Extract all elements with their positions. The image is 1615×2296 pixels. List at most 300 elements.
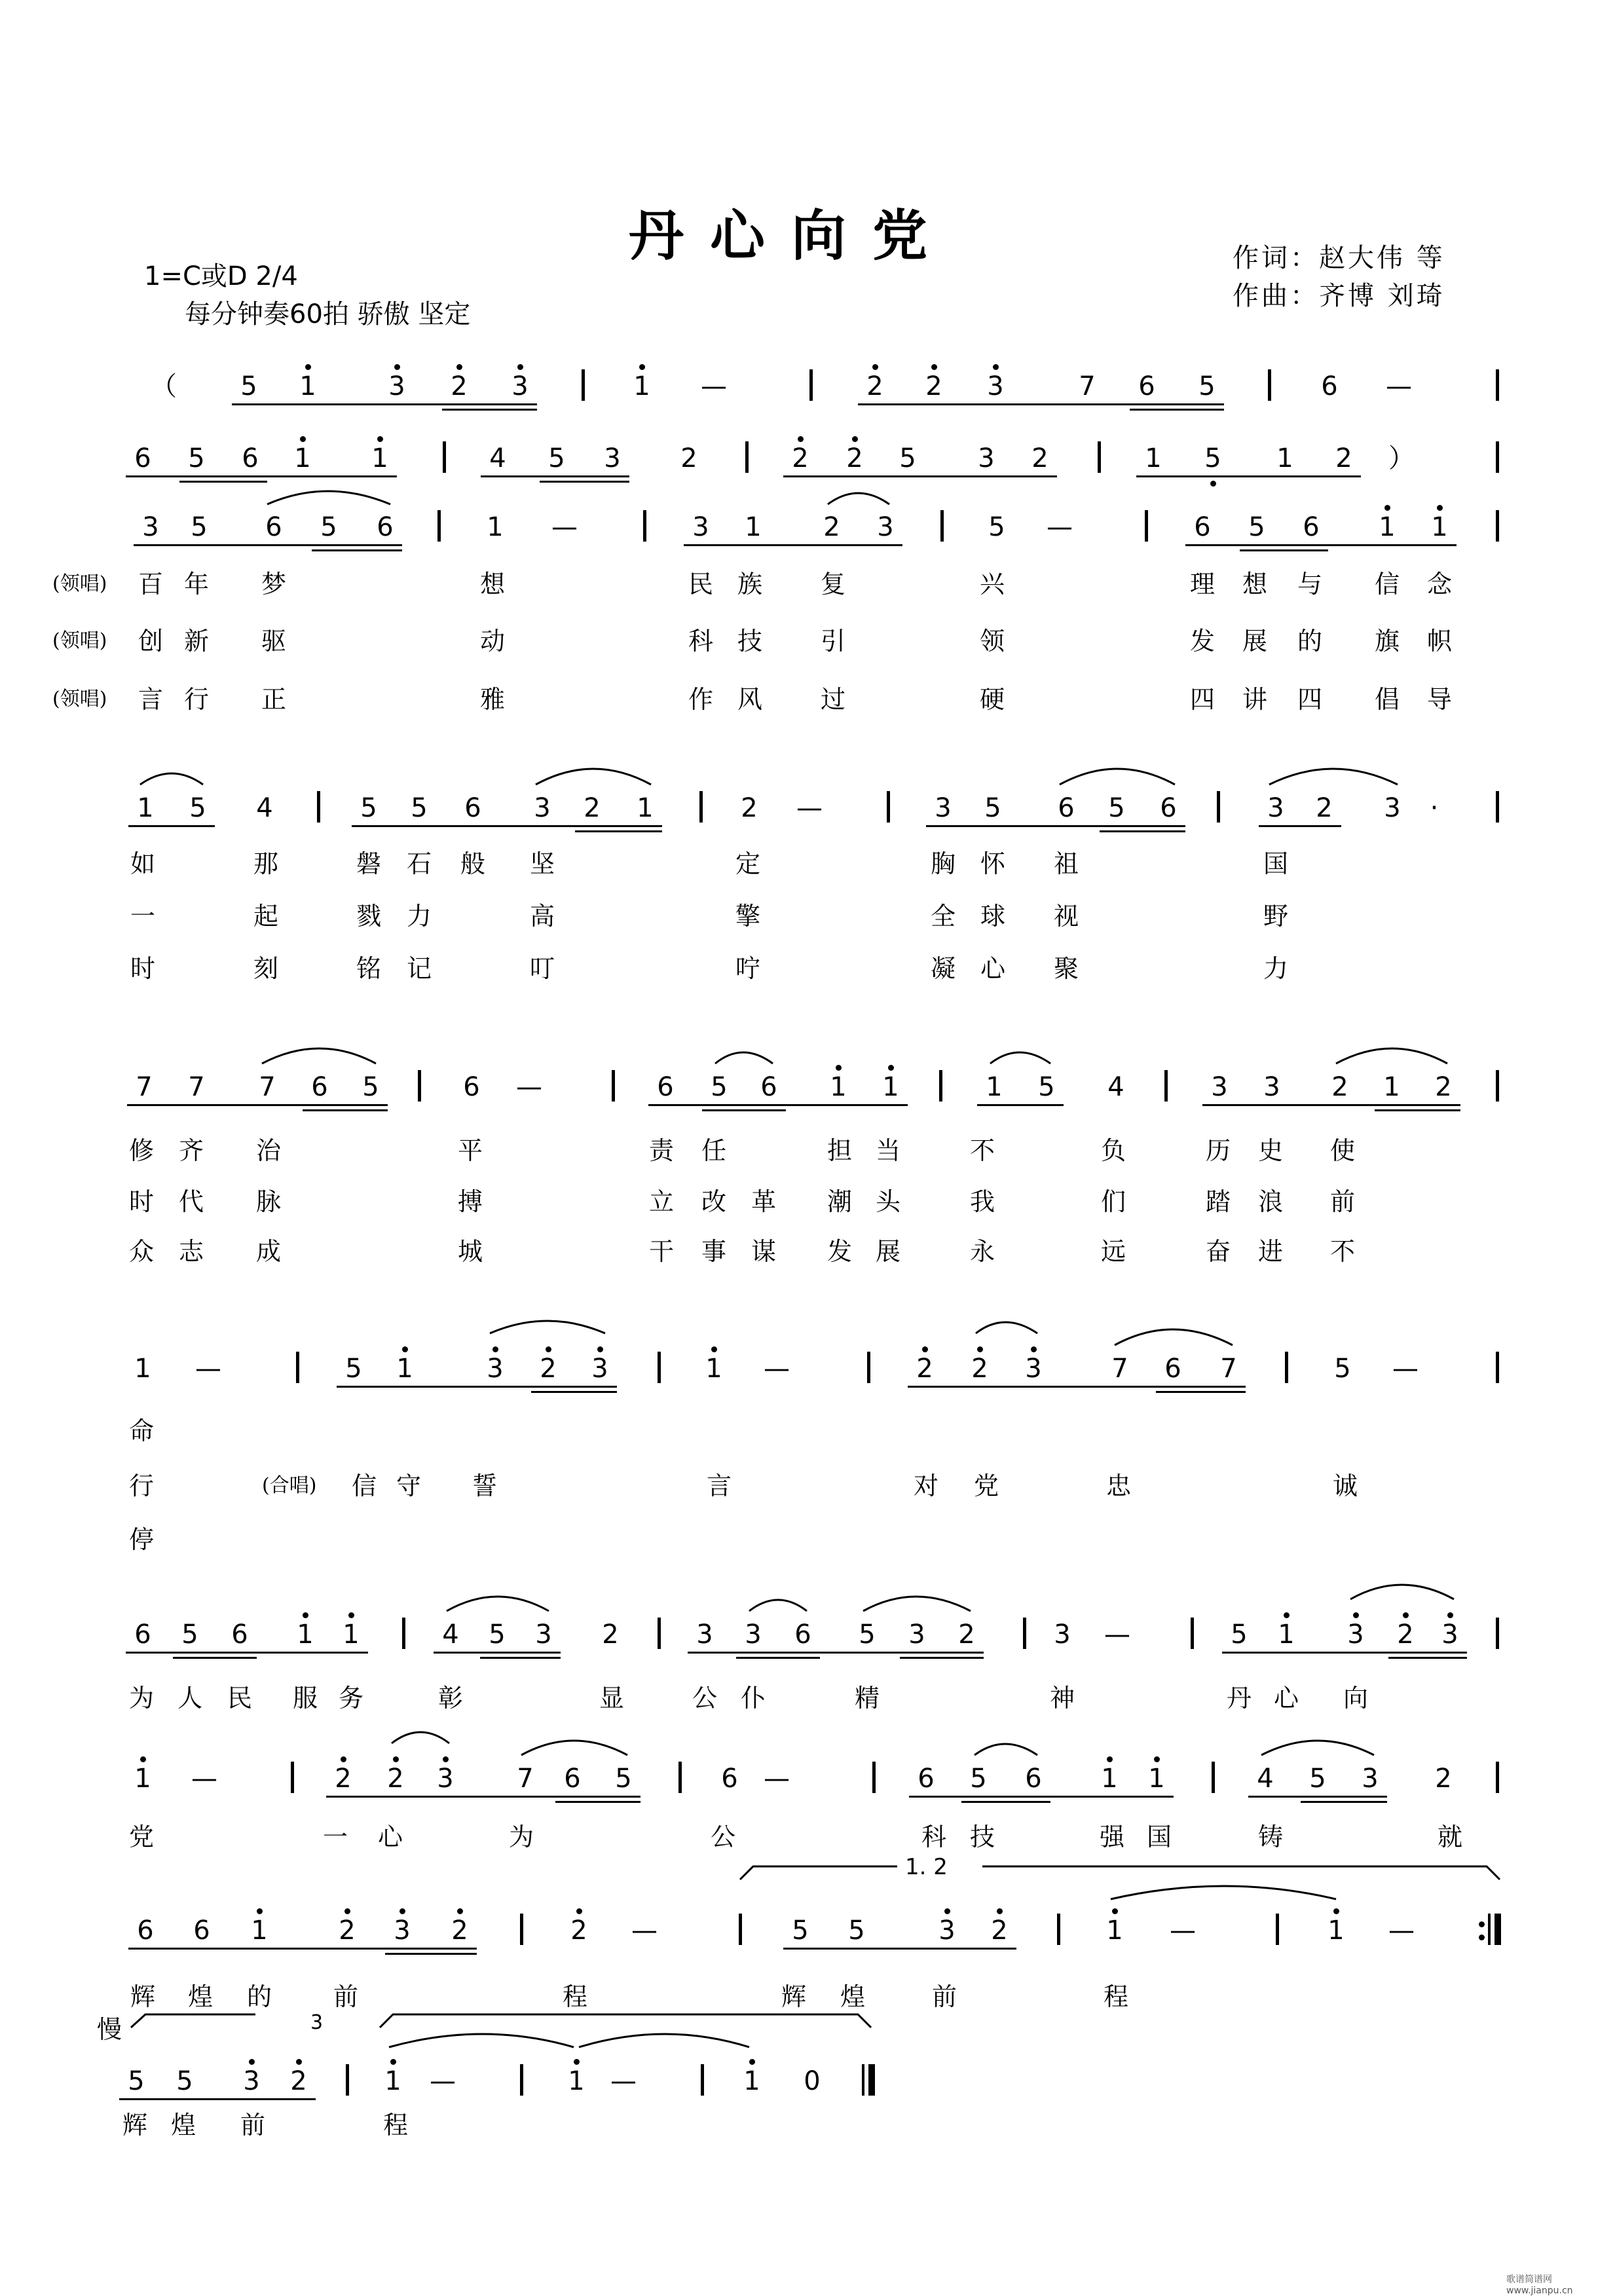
barline [658,1352,661,1383]
lyric-char: 公 [692,1684,718,1713]
barline [1098,441,1101,473]
octave-dot-above [443,1756,449,1762]
octave-dot-above [546,1346,551,1352]
note: 3 [908,1620,925,1650]
note: 1 [137,793,154,823]
lyric-char: 为 [509,1823,534,1851]
octave-dot-above [303,1612,308,1618]
eighth-beam [352,825,662,827]
note: 5 [615,1764,632,1794]
lyric-char: 辉 [130,1982,156,2011]
lyric-char: 行 [129,1472,155,1500]
barline [1496,1070,1499,1102]
lyric-char: 般 [460,849,486,878]
lyric-char: 发 [827,1237,853,1266]
lyric-char: 咛 [735,954,761,983]
note: 1 [1379,512,1396,542]
site-watermark: 歌谱简谱网 www.jianpu.cn [1506,2274,1573,2296]
lyric-char: 叮 [530,954,555,983]
lyric-char: 想 [480,570,506,599]
final-barline [862,2064,864,2096]
lyric-char: 程 [563,1982,588,2011]
lyric-char: 不 [970,1136,995,1165]
dash: — [1392,1354,1419,1384]
lead-vocal-tag: (领唱) [52,572,107,595]
barline [701,2064,704,2096]
slur [1336,1048,1447,1064]
note: 3 [1263,1072,1280,1102]
dash: — [610,2066,637,2096]
lyric-char: 刻 [253,954,279,983]
dash: — [1047,512,1073,542]
barline [1496,791,1499,823]
note: 3 [696,1620,713,1650]
sixteenth-beam [961,1801,1050,1803]
lyric-char: 治 [256,1136,282,1165]
note: 5 [345,1354,362,1384]
eighth-beam [908,1386,1246,1388]
lyric-char: 科 [688,627,714,656]
note: 4 [442,1620,459,1650]
note: 1 [297,1620,314,1650]
slur [1261,1741,1374,1755]
lyric-char: 脉 [256,1187,282,1216]
note: 1 [1327,1916,1345,1946]
octave-dot-above [305,364,311,370]
octave-dot-above [394,364,400,370]
note: 6 [657,1072,674,1102]
lyric-char: 代 [179,1187,204,1216]
note: 1 [1276,443,1293,473]
barline [678,1762,682,1793]
sixteenth-beam [575,830,662,832]
octave-dot-above [344,1908,350,1914]
sixteenth-beam [702,1109,786,1111]
lyric-char: 前 [333,1982,359,2011]
note: 5 [188,443,205,473]
dash: — [764,1764,790,1794]
octave-dot-above [852,436,858,442]
eighth-beam [127,1104,388,1106]
note: 2 [1397,1620,1414,1650]
slow-bracket [131,2014,255,2028]
eighth-beam [688,1652,984,1654]
octave-dot-above [1403,1612,1409,1618]
lyric-char: 一 [323,1823,348,1851]
lyric-char: 铭 [356,954,382,983]
lyric-char: 科 [921,1823,947,1851]
eighth-beam [1248,1796,1387,1798]
lyric-char: 众 [129,1237,155,1266]
barline [1191,1618,1194,1649]
lyric-char: 诚 [1333,1472,1358,1500]
lyric-char: 一 [130,902,156,931]
lyric-char: 神 [1050,1684,1075,1713]
eighth-beam [783,475,1057,477]
lyric-char: 显 [599,1684,625,1713]
lyric-char: 潮 [827,1187,853,1216]
note: 1 [1145,443,1162,473]
eighth-beam [481,475,629,477]
octave-dot-above [1384,505,1390,511]
slur [267,491,390,504]
lyric-char: 祖 [1054,849,1079,878]
lyric-char: 程 [1104,1982,1129,2011]
note: 2 [1435,1764,1452,1794]
octave-dot-above [574,2059,580,2065]
barline [1496,1762,1499,1793]
note: 7 [1220,1354,1237,1384]
octave-dot-above [402,1346,408,1352]
lyric-char: 使 [1330,1136,1356,1165]
note: 2 [290,2066,307,2096]
note: 7 [259,1072,276,1102]
dash: — [764,1354,790,1384]
eighth-beam [1259,825,1341,827]
note: 3 [987,371,1004,401]
note: 4 [489,443,506,473]
barline [1164,1070,1168,1102]
lyric-char: 擎 [735,902,761,931]
note: 2 [335,1764,352,1794]
lyric-char: 石 [407,849,432,878]
octave-dot-above [749,2059,755,2065]
lyric-char: 风 [737,685,763,714]
note: 5 [128,2066,145,2096]
note: 5 [548,443,565,473]
tie [389,2034,574,2047]
octave-dot-above [1447,1612,1453,1618]
lyric-char: 守 [396,1472,422,1500]
note: 3 [243,2066,260,2096]
barline [1276,1914,1279,1945]
note: 1 [743,2066,760,2096]
octave-dot-above [993,364,999,370]
dash: — [516,1072,542,1102]
lyric-char: 辉 [781,1982,807,2011]
note: 7 [136,1072,153,1102]
note: 3 [142,512,159,542]
barline [867,1352,870,1383]
note: 5 [489,1620,506,1650]
dash: — [195,1354,221,1384]
octave-dot-above [798,436,804,442]
note: 6 [134,1620,151,1650]
lyric-char: 干 [649,1237,675,1266]
lyric-char: 搏 [458,1187,483,1216]
barline [940,510,944,542]
lyric-char: 煌 [171,2111,196,2139]
sixteenth-beam [540,481,629,483]
sixteenth-beam [173,1657,257,1659]
dash: — [796,793,823,823]
octave-dot-above [944,1908,950,1914]
lyric-char: 民 [227,1684,253,1713]
eighth-beam [126,475,397,477]
lyric-char: 视 [1054,902,1079,931]
barline [1057,1914,1060,1945]
lyric-char: 浪 [1258,1187,1284,1216]
lyric-char: 球 [980,902,1006,931]
lyric-char: 事 [701,1237,727,1266]
lyric-char: 改 [701,1187,727,1216]
lyric-char: 公 [711,1823,736,1851]
note: 5 [240,371,257,401]
note: 6 [1138,371,1155,401]
note: （ [151,371,177,401]
note: 5 [181,1620,198,1650]
note: 2 [680,443,697,473]
note: · [1430,793,1439,823]
note: 5 [988,512,1005,542]
lyric-char: 誓 [472,1472,498,1500]
lyric-char: 驱 [261,627,287,656]
octave-dot-above [1154,1756,1160,1762]
octave-dot-above [576,1908,582,1914]
slur [863,1597,971,1611]
note: 1 [1431,512,1448,542]
slur [536,769,651,785]
note: 2 [1331,1072,1348,1102]
lyric-char: 程 [383,2111,409,2139]
note: 4 [1257,1764,1274,1794]
octave-dot-above [639,364,645,370]
note: 3 [1384,793,1401,823]
lyric-char: 胸 [931,849,956,878]
octave-dot-above [1353,1612,1359,1618]
lyric-char: 硬 [980,685,1005,714]
note: 1 [1101,1764,1118,1794]
lyric-char: 全 [931,902,956,931]
note: 3 [938,1916,956,1946]
octave-dot-above [457,1908,463,1914]
octave-dot-above [597,1346,603,1352]
note: 6 [311,1072,328,1102]
slur [447,1597,549,1611]
dash: — [1388,1916,1415,1946]
lyric-char: 复 [821,570,846,599]
lyric-char: 时 [129,1187,155,1216]
lyricist-credit: 作词：赵大伟 等 [1233,243,1445,273]
note: 6 [377,512,394,542]
note: 6 [1194,512,1211,542]
lyric-char: 头 [876,1187,901,1216]
barline [1212,1762,1215,1793]
barline [346,2064,349,2096]
tie [579,2034,749,2047]
note: 1 [251,1916,268,1946]
sixteenth-beam [385,1953,477,1955]
note: 5 [1108,793,1125,823]
lyric-char: 言 [138,685,164,714]
octave-dot-above [1112,1908,1118,1914]
octave-dot-below [1210,481,1216,487]
note: 0 [804,2066,821,2096]
note: 1 [294,443,311,473]
note: 2 [540,1354,557,1384]
lyric-char: 讲 [1242,685,1268,714]
note: 3 [1025,1354,1042,1384]
note: 6 [464,793,481,823]
lyric-char: 信 [1375,570,1400,599]
lyric-char: 志 [179,1237,204,1266]
repeat-barline-thick [1494,1914,1501,1945]
repeat-dot [1479,1935,1485,1940]
note: 6 [794,1620,811,1650]
note: 1 [830,1072,847,1102]
lyric-char: 戮 [356,902,382,931]
lyric-char: 言 [707,1472,732,1500]
note: 5 [1309,1764,1326,1794]
lyric-char: 踏 [1206,1187,1231,1216]
octave-dot-above [872,364,878,370]
note: 6 [463,1072,480,1102]
lyric-char: 那 [253,849,279,878]
lyric-char: 展 [1242,627,1268,656]
lyric-char: 进 [1258,1237,1284,1266]
note: 5 [711,1072,728,1102]
note: 2 [925,371,942,401]
note: 1 [986,1072,1003,1102]
lyric-char: 引 [821,627,846,656]
lyric-char: 向 [1343,1684,1369,1713]
lyric-char: 力 [1263,954,1289,983]
note: 1 [396,1354,413,1384]
note: 5 [1198,371,1216,401]
note: 3 [388,371,405,401]
note: 2 [451,371,468,401]
dash: — [551,512,578,542]
lyric-char: 时 [130,954,156,983]
lyric-char: 坚 [530,849,555,878]
note: 5 [176,2066,193,2096]
note: 3 [978,443,995,473]
sixteenth-beam [736,1657,820,1659]
dash: — [701,371,727,401]
lyric-char: 技 [737,627,763,656]
dash: — [1104,1620,1130,1650]
note: 1 [299,371,316,401]
lyric-char: 梦 [261,570,287,599]
sixteenth-beam [900,1657,984,1659]
barline [296,1352,299,1383]
lyric-char: 铸 [1258,1823,1284,1851]
note: 6 [721,1764,738,1794]
note: 2 [1435,1072,1452,1102]
lyric-char: 们 [1101,1187,1126,1216]
lyric-char: 人 [177,1684,203,1713]
lyric-char: 丹 [1227,1684,1252,1713]
key-time-signature: 1=C或D 2/4 [144,261,298,291]
lyric-char: 不 [1330,1237,1356,1266]
barline [1285,1352,1288,1383]
lyric-char: 党 [129,1823,155,1851]
eighth-beam [337,1386,617,1388]
lyric-char: 就 [1438,1823,1463,1851]
slur [392,1732,449,1743]
lyric-char: 命 [129,1416,155,1445]
eighth-beam [909,1796,1174,1798]
sixteenth-beam [1240,549,1328,551]
lyric-char: 领 [980,627,1005,656]
note: 3 [1267,793,1284,823]
lyric-char: 创 [138,627,164,656]
lead-vocal-tag: (领唱) [52,688,107,711]
note: 3 [535,1620,552,1650]
note: 7 [517,1764,534,1794]
octave-dot-above [257,1908,263,1914]
note: 5 [191,512,208,542]
lyric-char: 的 [1297,627,1323,656]
note: 1 [745,512,762,542]
note: 5 [1248,512,1265,542]
barline [612,1070,615,1102]
note: 3 [692,512,709,542]
lyric-char: 心 [1274,1684,1299,1713]
slur [975,1744,1037,1755]
lead-vocal-tag: (领唱) [52,629,107,652]
note: 7 [188,1072,205,1102]
note: 3 [534,793,551,823]
note: 5 [1038,1072,1055,1102]
barline [1145,510,1148,542]
barline [1496,369,1499,401]
lyric-char: 的 [247,1982,272,2011]
lyric-char: 如 [130,849,156,878]
lyric-char: 信 [352,1472,377,1500]
note: 5 [1204,443,1221,473]
octave-dot-above [249,2059,255,2065]
note: 3 [745,1620,762,1650]
octave-dot-above [377,436,383,442]
note: 1 [1383,1072,1400,1102]
note: 2 [387,1764,404,1794]
slur [521,1741,627,1755]
note: 1 [637,793,654,823]
note: 6 [265,512,282,542]
note: 7 [1111,1354,1128,1384]
lyric-char: 负 [1101,1136,1126,1165]
eighth-beam [977,1104,1064,1106]
lyric-char: 想 [1242,570,1268,599]
barline [745,441,749,473]
eighth-beam [126,1652,368,1654]
slur [1060,769,1175,785]
note: 5 [792,1916,809,1946]
eighth-beam [434,1652,561,1654]
note: 1 [343,1620,360,1650]
barline [291,1762,294,1793]
lyric-char: 与 [1297,570,1323,599]
note: 3 [511,371,529,401]
lyric-char: 正 [261,685,287,714]
octave-dot-above [836,1065,842,1071]
sixteenth-beam [312,549,402,551]
sixteenth-beam [1156,1391,1246,1393]
note: 6 [564,1764,581,1794]
tempo-marking: 每分钟奏60拍 骄傲 坚定 [185,299,471,329]
lyric-char: 精 [855,1684,880,1713]
lyric-char: 力 [407,902,432,931]
lyric-char: 起 [253,902,279,931]
octave-dot-above [997,1908,1003,1914]
barline [520,1914,523,1945]
lyric-char: 野 [1263,902,1289,931]
note: 6 [231,1620,248,1650]
lyric-char: 技 [970,1823,995,1851]
note: 2 [991,1916,1008,1946]
barline [1268,369,1271,401]
